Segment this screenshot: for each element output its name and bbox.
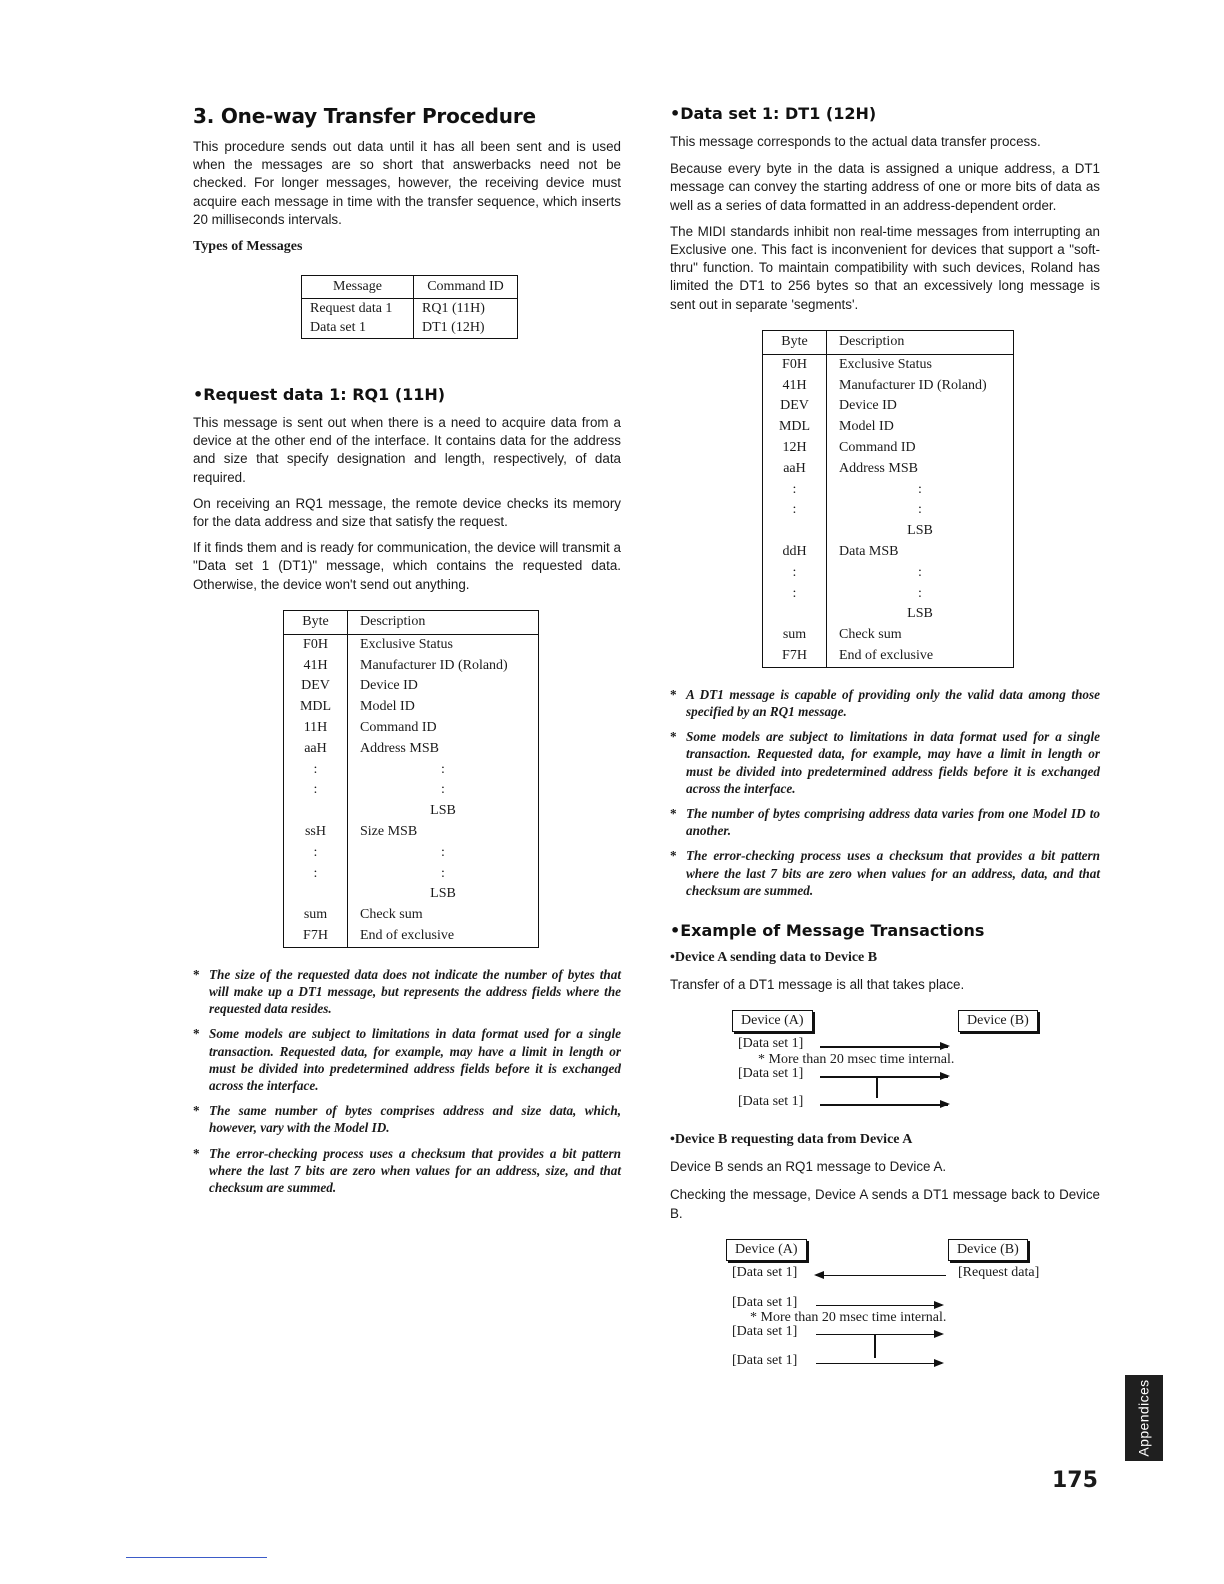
arrow-right-icon	[816, 1334, 942, 1336]
table-row	[284, 780, 539, 801]
table-row	[284, 676, 539, 697]
description-cell: End of exclusive	[839, 647, 934, 663]
byte-cell	[284, 801, 348, 822]
description-cell: LSB	[907, 523, 933, 539]
byte-cell: :	[284, 864, 348, 885]
arrow-right-icon	[820, 1104, 948, 1106]
page-number: 175	[1052, 1468, 1098, 1493]
description-cell: LSB	[430, 886, 456, 902]
dt1-paragraph: This message corresponds to the actual data transfer process.	[670, 134, 1041, 149]
note-item	[193, 966, 621, 1018]
table-row	[302, 319, 518, 339]
note-text: Some models are subject to limitations in data format used for a single transaction. Requested data, for example, may have a limit in length or must be divided into predetermined address fields before it is exchanged across the interface.	[209, 1026, 621, 1094]
description-cell: :	[918, 502, 922, 518]
table-row	[284, 801, 539, 822]
interval-marker	[876, 1076, 878, 1098]
description-cell: Device ID	[360, 678, 418, 694]
table-row	[763, 354, 1014, 375]
data-set-label: [Data set 1]	[732, 1294, 798, 1310]
byte-cell: ssH	[284, 822, 348, 843]
asterisk-icon: *	[193, 1103, 200, 1119]
table-row	[284, 864, 539, 885]
table-row	[763, 646, 1014, 667]
table-row	[284, 926, 539, 947]
description-cell: Manufacturer ID (Roland)	[839, 377, 987, 393]
table-row	[284, 822, 539, 843]
description-cell: Data MSB	[839, 544, 899, 559]
table-header: Description	[827, 330, 1014, 354]
intro-paragraph: This procedure sends out data until it has all been sent and is used when the messages are so short that answerbacks need not be checked. For longer messages, however, the receiving device must acquire each message in time with the transfer sequence, which inserts 20 milliseconds intervals.	[193, 139, 621, 227]
byte-cell: :	[763, 480, 827, 501]
byte-cell: MDL	[284, 697, 348, 718]
byte-cell	[763, 521, 827, 542]
byte-cell: 41H	[763, 376, 827, 397]
dt1-notes-list	[670, 686, 1100, 899]
table-row	[284, 634, 539, 655]
table-header: Message	[302, 276, 414, 299]
dt1-paragraph: Because every byte in the data is assigned a unique address, a DT1 message can convey the starting address of one or more bits of data as well as a series of data formatted in an address-dependent order.	[670, 161, 1100, 213]
example2-heading: •Device B requesting data from Device A	[670, 1132, 913, 1148]
note-text: The number of bytes comprising address data varies from one Model ID to another.	[686, 806, 1100, 839]
byte-cell: :	[763, 584, 827, 605]
note-item	[670, 728, 1100, 797]
arrow-right-icon	[820, 1076, 948, 1078]
types-heading: Types of Messages	[193, 239, 303, 255]
example-heading: •Example of Message Transactions	[670, 921, 985, 941]
rq1-byte-table	[283, 610, 539, 948]
byte-cell: F0H	[763, 354, 827, 375]
table-cell: Request data 1	[310, 300, 393, 316]
device-b-box: Device (B)	[948, 1239, 1028, 1261]
byte-cell: sum	[763, 625, 827, 646]
table-row	[763, 625, 1014, 646]
table-cell: DT1 (12H)	[414, 319, 518, 339]
table-row	[763, 542, 1014, 563]
arrow-right-icon	[820, 1046, 948, 1048]
note-text: The same number of bytes comprises address and size data, which, however, vary with the Model ID.	[209, 1103, 621, 1136]
table-row	[284, 884, 539, 905]
byte-cell	[284, 884, 348, 905]
byte-cell: aaH	[284, 739, 348, 760]
table-row	[302, 299, 518, 319]
asterisk-icon: *	[193, 1026, 200, 1042]
table-row	[763, 376, 1014, 397]
right-column	[670, 104, 1100, 1368]
note-item	[670, 805, 1100, 839]
asterisk-icon: *	[670, 686, 677, 702]
interval-note: * More than 20 msec time internal.	[750, 1309, 947, 1325]
description-cell: :	[441, 865, 445, 881]
interval-marker	[874, 1334, 876, 1358]
description-cell: Model ID	[360, 699, 415, 715]
note-item	[193, 1145, 621, 1197]
description-cell: End of exclusive	[360, 928, 455, 943]
description-cell: :	[918, 585, 922, 601]
byte-cell: :	[284, 780, 348, 801]
description-cell: Command ID	[839, 440, 916, 456]
byte-cell: sum	[284, 905, 348, 926]
description-cell: :	[441, 761, 445, 777]
byte-cell: F7H	[763, 646, 827, 667]
description-cell: Address MSB	[839, 460, 918, 476]
asterisk-icon: *	[670, 806, 677, 821]
table-row	[284, 718, 539, 739]
table-header: Byte	[763, 330, 827, 354]
description-cell: Model ID	[839, 419, 894, 435]
rq1-heading: •Request data 1: RQ1 (11H)	[193, 385, 446, 405]
byte-cell	[763, 604, 827, 625]
data-set-label: [Data set 1]	[732, 1264, 798, 1280]
dt1-byte-table	[762, 330, 1014, 668]
dt1-paragraph: The MIDI standards inhibit non real-time messages from interrupting an Exclusive one. This fact is inconvenient for devices that support a "soft-thru" function. To maintain compatibility with such devices, Roland has limited the DT1 to 256 bytes so that an excessively long message is sent out in separate 'segments'.	[670, 223, 1100, 312]
byte-cell: F7H	[284, 926, 348, 947]
note-text: The error-checking process uses a checksum that provides a bit pattern where the last 7 bits are zero when values for an address, size, and that checksum are summed.	[209, 1145, 621, 1196]
data-set-label: [Data set 1]	[738, 1036, 804, 1052]
table-row	[763, 584, 1014, 605]
note-item	[193, 1102, 621, 1136]
table-row	[284, 760, 539, 781]
byte-cell: MDL	[763, 417, 827, 438]
table-header: Byte	[284, 610, 348, 634]
note-item	[670, 847, 1100, 899]
byte-cell: DEV	[284, 676, 348, 697]
appendices-tab-label: Appendices	[1136, 1379, 1153, 1457]
message-types-table	[301, 275, 518, 339]
description-cell: Exclusive Status	[360, 636, 453, 652]
rq1-paragraph: This message is sent out when there is a need to acquire data from a device at the other end of the interface. It contains data for the address and size that specify designation and length, respectively, of data required.	[193, 415, 621, 485]
appendices-tab	[1125, 1375, 1163, 1461]
table-row	[284, 843, 539, 864]
transfer-diagram-2	[670, 1235, 1100, 1368]
asterisk-icon: *	[193, 966, 200, 982]
dt1-heading: •Data set 1: DT1 (12H)	[670, 104, 877, 123]
transfer-diagram-1	[670, 1002, 1100, 1110]
description-cell: Check sum	[839, 627, 902, 643]
bottom-rule	[126, 1557, 267, 1558]
description-cell: :	[918, 481, 922, 497]
description-cell: Size MSB	[360, 824, 418, 840]
byte-cell: :	[763, 563, 827, 584]
table-row	[763, 480, 1014, 501]
arrow-left-icon	[816, 1275, 946, 1277]
description-cell: LSB	[430, 803, 456, 819]
asterisk-icon: *	[670, 848, 677, 864]
note-text: A DT1 message is capable of providing only the valid data among those specified by an RQ1 message.	[686, 686, 1100, 719]
table-row	[763, 500, 1014, 521]
table-row	[284, 697, 539, 718]
note-item	[670, 686, 1100, 720]
section-title: 3. One-way Transfer Procedure	[193, 104, 536, 128]
request-data-label: [Request data]	[958, 1264, 1040, 1280]
data-set-label: [Data set 1]	[738, 1066, 804, 1082]
description-cell: Device ID	[839, 398, 897, 414]
description-cell: :	[441, 782, 445, 798]
description-cell: :	[918, 564, 922, 580]
description-cell: Check sum	[360, 907, 423, 923]
note-text: The error-checking process uses a checksum that provides a bit pattern where the last 7 bits are zero when values for an address, data, and that checksum are summed.	[686, 848, 1100, 898]
table-row	[763, 417, 1014, 438]
rq1-notes-list	[193, 966, 621, 1196]
byte-cell: :	[763, 500, 827, 521]
data-set-label: [Data set 1]	[738, 1094, 804, 1110]
example1-heading: •Device A sending data to Device B	[670, 950, 878, 966]
table-row	[284, 905, 539, 926]
byte-cell: :	[284, 843, 348, 864]
interval-note: * More than 20 msec time internal.	[758, 1052, 955, 1068]
example2-paragraph: Checking the message, Device A sends a DT1 message back to Device B.	[670, 1187, 1100, 1221]
rq1-paragraph: On receiving an RQ1 message, the remote device checks its memory for the data address and size that satisfy the request.	[193, 495, 621, 530]
description-cell: LSB	[907, 606, 933, 622]
table-row	[763, 459, 1014, 480]
description-cell: Manufacturer ID (Roland)	[360, 657, 508, 673]
table-row	[763, 563, 1014, 584]
byte-cell: DEV	[763, 396, 827, 417]
table-row	[763, 438, 1014, 459]
table-header: Description	[348, 610, 539, 634]
device-a-box: Device (A)	[732, 1010, 813, 1032]
asterisk-icon: *	[670, 729, 677, 745]
arrow-right-icon	[816, 1305, 942, 1307]
byte-cell: :	[284, 760, 348, 781]
device-b-box: Device (B)	[958, 1010, 1038, 1032]
device-a-box: Device (A)	[726, 1239, 807, 1261]
left-column	[193, 104, 621, 1204]
description-cell: Command ID	[360, 720, 437, 736]
description-cell: Exclusive Status	[839, 356, 932, 372]
example2-paragraph: Device B sends an RQ1 message to Device A.	[670, 1159, 947, 1175]
byte-cell: F0H	[284, 634, 348, 655]
table-header: Command ID	[414, 276, 518, 299]
arrow-right-icon	[816, 1363, 942, 1365]
description-cell: Address MSB	[360, 740, 439, 756]
table-cell: RQ1 (11H)	[414, 299, 518, 319]
table-row	[284, 739, 539, 760]
data-set-label: [Data set 1]	[732, 1352, 798, 1368]
byte-cell: 41H	[284, 656, 348, 677]
note-text: The size of the requested data does not indicate the number of bytes that will make up a DT1 message, but represents the address fields where the requested data resides.	[209, 966, 621, 1017]
description-cell: :	[441, 844, 445, 860]
example1-text: Transfer of a DT1 message is all that takes place.	[670, 977, 965, 993]
note-text: Some models are subject to limitations in data format used for a single transaction. Requested data, for example, may have a limit in length or must be divided into predetermined address fields before it is exchanged across the interface.	[686, 729, 1100, 796]
table-row	[763, 604, 1014, 625]
note-item	[193, 1025, 621, 1094]
byte-cell: ddH	[763, 542, 827, 563]
byte-cell: 12H	[763, 438, 827, 459]
table-cell: Data set 1	[310, 320, 366, 336]
byte-cell: 11H	[284, 718, 348, 739]
asterisk-icon: *	[193, 1145, 200, 1161]
byte-cell: aaH	[763, 459, 827, 480]
table-row	[763, 396, 1014, 417]
data-set-label: [Data set 1]	[732, 1323, 798, 1339]
rq1-paragraph: If it finds them and is ready for communication, the device will transmit a "Data set 1 (DT1)" message, which contains the requested data. Otherwise, the device won't send out anything.	[193, 540, 621, 592]
table-row	[284, 656, 539, 677]
table-row	[763, 521, 1014, 542]
